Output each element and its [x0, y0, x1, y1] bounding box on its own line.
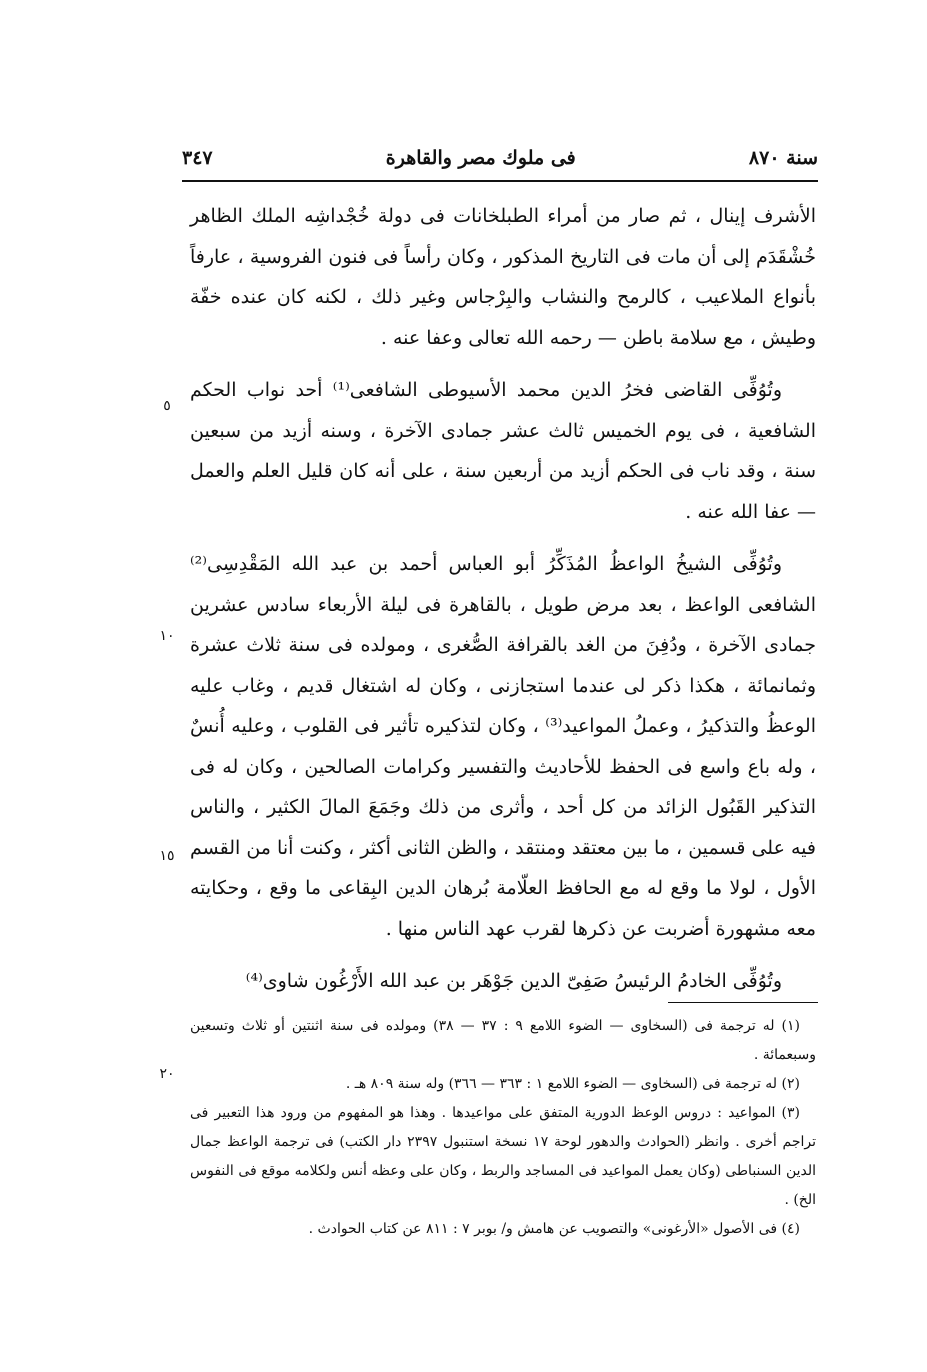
header-rule: [182, 180, 818, 182]
footnote-4: (٤) فى الأصول «الأرغونى» والتصويب عن هامش و/ بوبر ٧ : ٨١١ عن كتاب الحوادث .: [308, 1221, 800, 1237]
line-number-5: ٥: [163, 398, 171, 414]
paragraph-jawhar: وتُوُفِّى الخادمُ الرئيسُ صَفِىّ الدين جَوْهَر بن عبد الله الأَرْغُون شاوى⁽⁴⁾: [245, 970, 782, 992]
footnote-2: (٢) له ترجمة فى (السخاوى — الضوء اللامع ١ : ٣٦٣ — ٣٦٦) وله سنة ٨٠٩ هـ .: [345, 1076, 800, 1092]
main-text: [190, 196, 816, 1014]
footnote-3: (٣) المواعيد : دروس الوعظ الدورية المتفق على مواعيدها . وهذا هو المفهوم من ورود هذا التعبير فى تراجم أخرى . وانظر (الحوادث والدهور لوحة ١٧ نسخة استنبول ٢٣٩٧ دار الكتب) فى ترجمة الواعظ جمال الدين السنباطى (وكان يعمل المواعيد فى المساجد والربط ، وكان على وعظه أنس ولكلامه موقع فى النفوس الخ) .: [190, 1105, 816, 1208]
paragraph-maqdisi: وتُوُفِّى الشيخُ الواعظُ المُذَكِّرُ أبو العباس أحمد بن عبد الله المَقْدِسِى⁽²⁾ الشافعى الواعظ ، بعد مرض طويل ، بالقاهرة فى ليلة الأربعاء سادس عشرين جمادى الآخرة ، ودُفِنَ من الغد بالقرافة الصُّغرى ، ومولده فى سنة ثلاث عشرة وثمانمائة ، هكذا ذكر لى عندما استجازنى ، وكان له اشتغال قديم ، وغاب عليه الوعظُ والتذكيرُ ، وعملُ المواعيد⁽³⁾ ، وكان لتذكيره تأثير فى القلوب ، وعليه أُنسٌ ، وله باع واسع فى الحفظ للأحاديث والتفسير وكرامات الصالحين ، وكان له فى التذكير القَبُول الزائد من كل أحد ، وأثرى من ذلك وجَمَعَ المالَ الكثير ، والناس فيه على قسمين ، ما بين معتقد ومنتقد ، والظن الثانى أكثر ، وكنت أنا من القسم الأول ، لولا ما وقع له مع الحافظ العلّامة بُرهان الدين البِقاعى ما وقع ، وحكايته معه مشهورة أضربت عن ذكرها لقرب عهد الناس منها .: [190, 553, 816, 940]
footnote-1: (١) له ترجمة فى (السخاوى — الضوء اللامع ٩ : ٣٧ — ٣٨) ومولده فى سنة اثنتين أو ثلاث وتسعين وسبعمائة .: [190, 1018, 816, 1063]
paragraph-asyuti: وتُوُفِّى القاضى فخرُ الدين محمد الأسيوطى الشافعى⁽¹⁾ أحد نواب الحكم الشافعية ، فى يوم الخميس ثالث عشر جمادى الآخرة ، وسنه أزيد من سبعين سنة ، وقد ناب فى الحكم أزيد من أربعين سنة ، على أنه كان قليل العلم والعمل — عفا الله عنه .: [190, 379, 816, 523]
paragraph-ashraf-inal: الأشرف إينال ، ثم صار من أمراء الطبلخانات فى دولة خُجْداشِه الملك الظاهر خُشْقَدَم إلى أن مات فى التاريخ المذكور ، وكان رأساً فى فنون الفروسية ، عارفاً بأنواع الملاعيب ، كالرمح والنشاب والبِرْجاس وغير ذلك ، لكنه كان عنده خفّة وطيش ، مع سلامة باطن — رحمه الله تعالى وعفا عنه .: [190, 205, 816, 349]
page-number: ٣٤٧: [182, 147, 213, 169]
footnote-rule: [668, 1002, 818, 1003]
header-year: سنة ٨٧٠: [748, 147, 818, 169]
header-title: فى ملوك مصر والقاهرة: [385, 147, 576, 169]
line-number-15: ١٥: [159, 848, 175, 864]
line-number-20: ٢٠: [159, 1066, 175, 1082]
footnotes: [190, 1012, 816, 1244]
line-number-10: ١٠: [159, 628, 175, 644]
running-header: [182, 138, 818, 178]
